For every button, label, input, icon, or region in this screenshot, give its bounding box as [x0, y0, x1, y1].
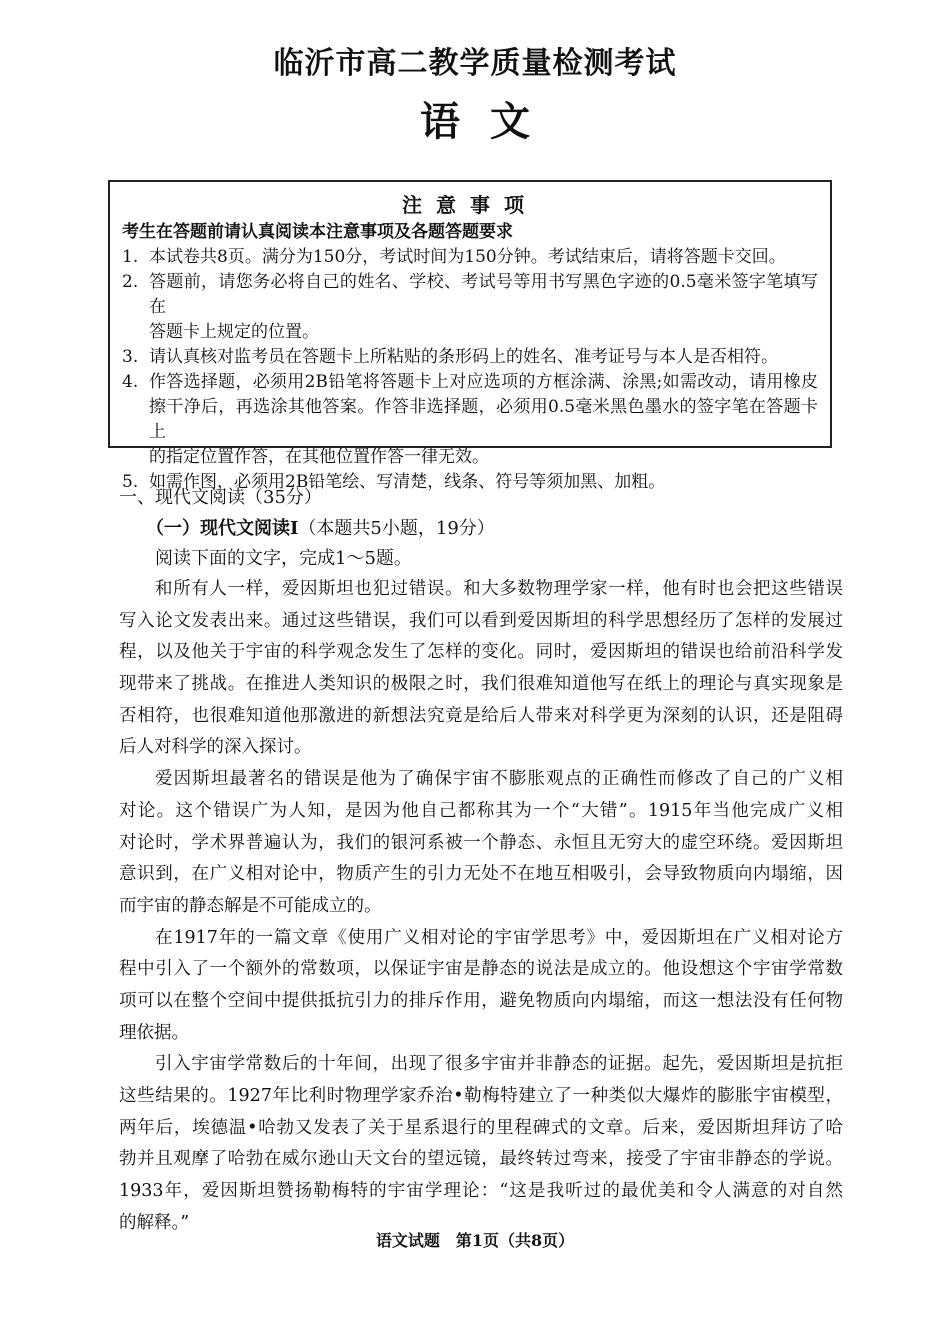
- paragraph-line: 现带来了挑战。在推进人类知识的极限之时，我们很难知道他写在纸上的理论与真实现象是: [119, 674, 843, 695]
- paragraph: [119, 1049, 843, 1239]
- paragraph: [119, 574, 843, 764]
- section-title: 一、现代文阅读（35分）: [119, 487, 322, 508]
- paragraph-line: 和所有人一样，爱因斯坦也犯过错误。和大多数物理学家一样，他有时也会把这些错误: [155, 579, 843, 599]
- paragraph-line: 写入论文发表出来。通过这些错误，我们可以看到爱因斯坦的科学思想经历了怎样的发展过: [119, 610, 843, 631]
- notice-item-line: 答题卡上规定的位置。: [149, 322, 319, 342]
- notice-item-line: 的指定位置作答，在其他位置作答一律无效。: [149, 447, 489, 467]
- paragraph-line: 意识到，在广义相对论中，物质产生的引力无处不在地互相吸引，会导致物质向内塌缩，因: [119, 864, 843, 885]
- paragraph-line: 勃并且观摩了哈勃在威尔逊山天文台的望远镜，最终转过弯来，接受了宇宙非静态的学说。: [119, 1149, 843, 1170]
- exam-title: 临沂市高二教学质量检测考试: [273, 46, 677, 81]
- notice-item-line: 答题前，请您务必将自己的姓名、学校、考试号等用书写黑色字迹的0.5毫米签字笔填写在: [149, 272, 818, 317]
- paragraph-line: 两年后，埃德温•哈勃又发表了关于星系退行的里程碑式的文章。后来，爱因斯坦拜访了哈: [119, 1117, 843, 1138]
- paragraph-line: 否相符，也很难知道他那激进的新想法究竟是给后人带来对科学更为深刻的认识，还是阻碍: [119, 705, 843, 726]
- paragraph-line: 这些结果的。1927年比利时物理学家乔治•勒梅特建立了一种类似大爆炸的膨胀宇宙模型，: [119, 1086, 843, 1106]
- paragraph-line: 爱因斯坦最著名的错误是他为了确保宇宙不膨胀观点的正确性而修改了自己的广义相: [155, 769, 843, 790]
- notice-item-number: 2.: [122, 272, 139, 292]
- subject-title: 语文: [420, 98, 560, 145]
- notice-item-number: 4.: [122, 372, 139, 392]
- notice-list: [122, 245, 818, 495]
- notice-item-number: 5.: [122, 472, 139, 492]
- notice-box: [108, 180, 832, 492]
- paragraph-line: 项可以在整个空间中提供抵抗引力的排斥作用，避免物质向内塌缩，而这一想法没有任何物: [119, 990, 843, 1011]
- paragraph: [119, 923, 843, 1050]
- notice-item: [122, 345, 818, 370]
- subsection-title: [146, 513, 495, 544]
- page-footer: 语文试题 第1页（共8页）: [375, 1231, 575, 1250]
- notice-item-number: 3.: [122, 347, 139, 367]
- notice-item-line: 本试卷共8页。满分为150分，考试时间为150分钟。考试结束后，请将答题卡交回。: [149, 247, 786, 267]
- notice-heading: 注意事项: [402, 193, 538, 217]
- paragraph-line: 在1917年的一篇文章《使用广义相对论的宇宙学思考》中，爱因斯坦在广义相对论方: [155, 927, 843, 948]
- notice-subheading: 考生在答题前请认真阅读本注意事项及各题答题要求: [122, 222, 513, 242]
- paragraph-line: 程，以及他关于宇宙的科学观念发生了怎样的变化。同时，爱因斯坦的错误也给前沿科学发: [119, 642, 843, 663]
- paragraph: [119, 764, 843, 922]
- notice-item: [122, 370, 818, 470]
- notice-item: [122, 245, 818, 270]
- reading-instruction: 阅读下面的文字，完成1～5题。: [155, 548, 412, 569]
- paragraph-line: 对论时，学术界普遍认为，我们的银河系被一个静态、永恒且无穷大的虚空环绕。爱因斯坦: [119, 832, 843, 853]
- paragraph-line: 程中引入了一个额外的常数项，以保证宇宙是静态的说法是成立的。他设想这个宇宙学常数: [119, 959, 843, 980]
- paragraph-line: 引入宇宙学常数后的十年间，出现了很多宇宙并非静态的证据。起先，爱因斯坦是抗拒: [155, 1054, 843, 1075]
- subsection-name: （一）现代文阅读Ⅰ: [146, 518, 299, 539]
- paragraph-line: 后人对科学的深入探讨。: [119, 737, 312, 758]
- notice-item-line: 如需作图，必须用2B铅笔绘、写清楚，线条、符号等须加黑、加粗。: [149, 472, 666, 492]
- paragraph-line: 理依据。: [119, 1022, 189, 1043]
- notice-item-line: 擦干净后，再选涂其他答案。作答非选择题，必须用0.5毫米黑色墨水的签字笔在答题卡上: [149, 397, 818, 442]
- subsection-info: （本题共5小题，19分）: [298, 518, 495, 539]
- paragraph-line: 而宇宙的静态解是不可能成立的。: [119, 895, 382, 916]
- reading-passage: [119, 574, 843, 1239]
- paragraph-line: 1933年，爱因斯坦赞扬勒梅特的宇宙学理论：“这是我听过的最优美和令人满意的对自然: [119, 1181, 843, 1202]
- notice-item: [122, 270, 818, 345]
- notice-item-line: 作答选择题，必须用2B铅笔将答题卡上对应选项的方框涂满、涂黑;如需改动，请用橡皮: [149, 372, 818, 392]
- notice-item-line: 请认真核对监考员在答题卡上所粘贴的条形码上的姓名、准考证号与本人是否相符。: [149, 347, 778, 367]
- notice-item-number: 1.: [122, 247, 139, 267]
- paragraph-line: 的解释。”: [119, 1212, 190, 1233]
- paragraph-line: 对论。这个错误广为人知，是因为他自己都称其为一个“大错”。1915年当他完成广义相: [119, 800, 843, 821]
